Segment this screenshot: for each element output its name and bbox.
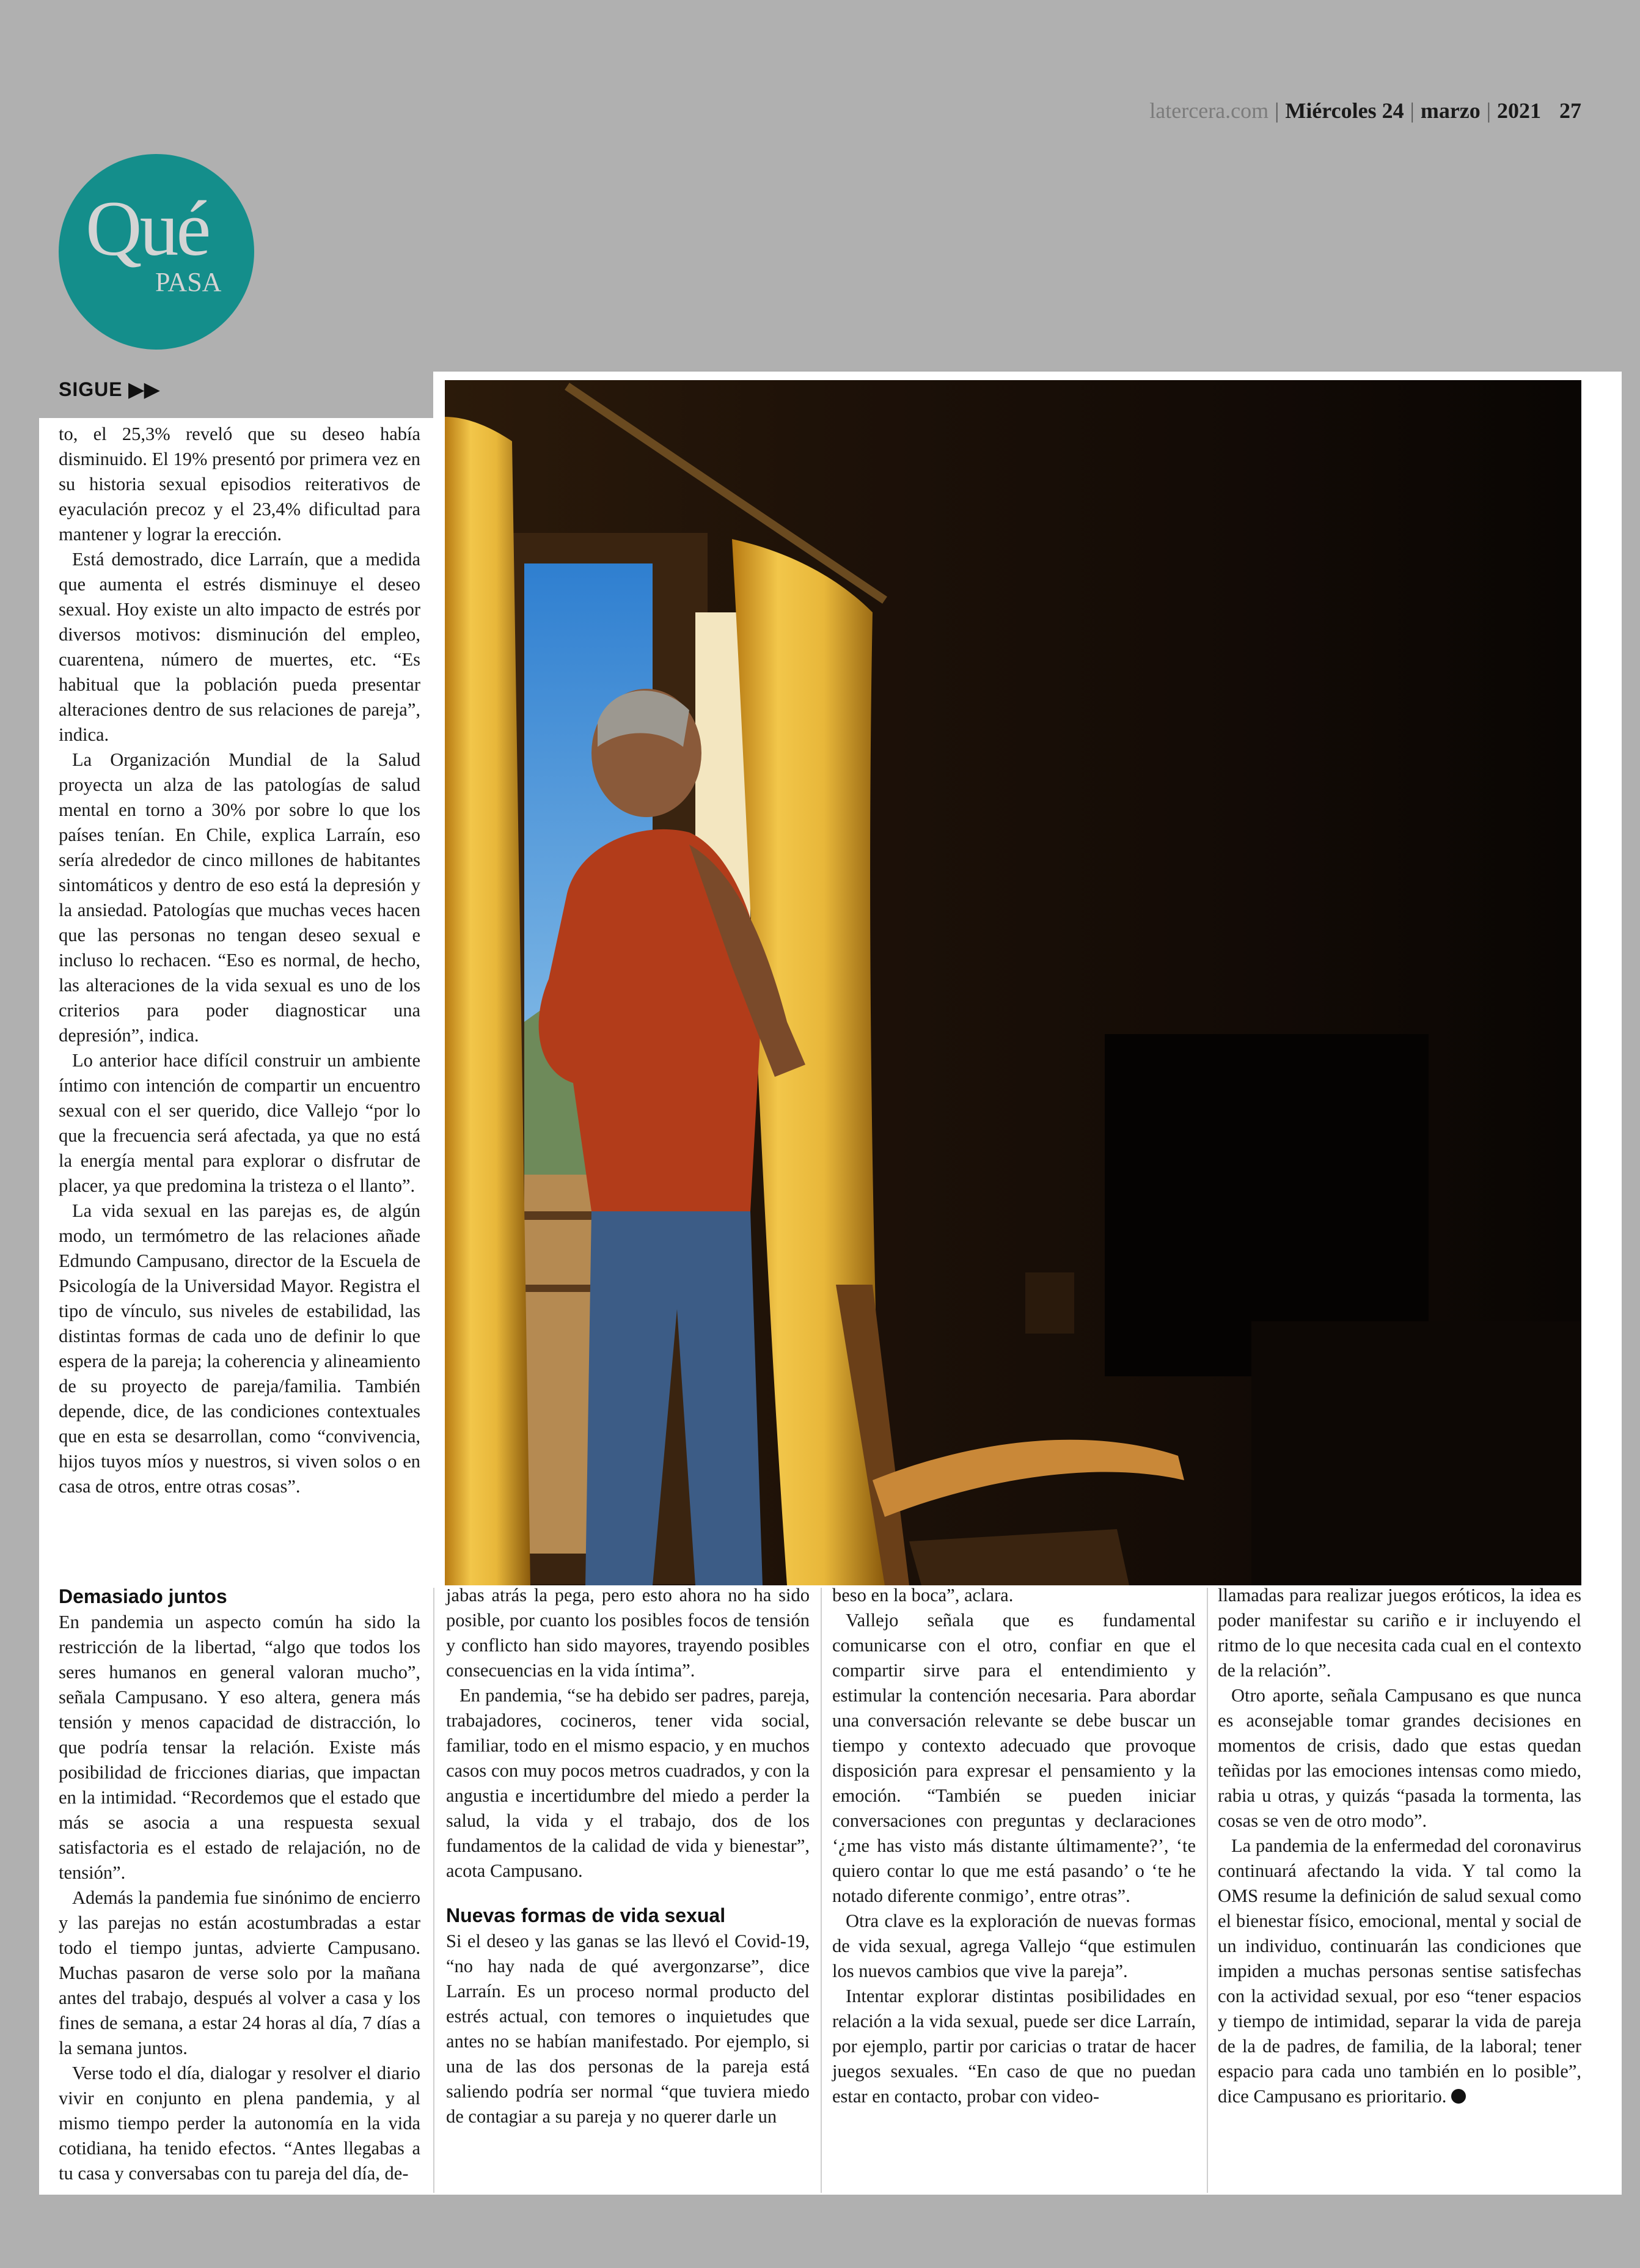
- paragraph: Lo anterior hace difícil construir un ambiente íntimo con intención de compartir un encuentro sexual con el ser querido, dice Vallejo “por lo que la frecuencia será afectada, ya que no está la energía mental para explorar o disfrutar de placer, ya que predomina la tristeza o el llanto”.: [59, 1050, 420, 1196]
- page-header: latercera.com | Miércoles 24 | marzo | 2021 27: [1149, 98, 1581, 123]
- paragraph: to, el 25,3% reveló que su deseo había disminuido. El 19% presentó por primera vez en su historia sexual episodios reiterativos de eyaculación precoz y el 23,4% dificultad para mantener y lograr la erección.: [59, 424, 420, 545]
- paragraph-text: La pandemia de la enfermedad del coronavirus continuará afectando la vida. Y tal como la OMS resume la definición de salud sexual como el bienestar físico, emocional, mental y social de un individuo, continuarán las condiciones que impiden a muchas personas sentise satisfechas con la actividad sexual, por eso “tener espacios y tiempo de intimidad, separar la vida de pareja de la de padres, de familia, de la laboral; tener espacio para cada uno también en lo posible”, dice Campusano es prioritario.: [1218, 1835, 1581, 2107]
- paragraph: Además la pandemia fue sinónimo de encierro y las parejas no están acostumbradas a estar todo el tiempo juntas, advierte Campusano. Muchas pasaron de verse solo por la mañana antes del trabajo, después al volver a casa y los fines de semana, a estar 24 horas al día, 7 días a la semana juntos.: [59, 1887, 420, 2058]
- paragraph: Verse todo el día, dialogar y resolver el diario vivir en conjunto en plena pandemia, y al mismo tiempo perder la autonomía en la vida cotidiana, ha tenido efectos. “Antes llegabas a tu casa y conversabas con tu pareja del día, de-: [59, 2063, 420, 2184]
- column-4: [1218, 1583, 1581, 2109]
- date-month: marzo: [1420, 98, 1481, 123]
- paragraph: Vallejo señala que es fundamental comunicarse con el otro, confiar en que el compartir sirve para el entendimiento y estimular la contención necesaria. Para abordar una conversación relevante se debe buscar un tiempo y contexto adecuado que provoque disposición para expresar el pensamiento y la emoción. “También se pueden iniciar conversaciones con preguntas y declaraciones ‘¿me has visto más distante últimamente?’, ‘te quiero contar lo que me está pasando’ o ‘te he notado diferente conmigo’, entre otras”.: [832, 1610, 1196, 1906]
- column-divider: [1207, 1588, 1208, 2193]
- paragraph: beso en la boca”, aclara.: [832, 1585, 1014, 1606]
- paragraph: La Organización Mundial de la Salud proyecta un alza de las patologías de salud mental en torno a 30% por sobre lo que los países tenían. En Chile, explica Larraín, eso sería alrededor de cinco millones de habitantes sintomáticos y dentro de eso está la depresión y la ansiedad. Patologías que muchas veces hacen que las personas no tengan deseo sexual e incluso lo rechacen. “Eso es normal, de hecho, las alteraciones de la vida sexual es uno de los criterios para poder diagnosticar una depresión”, indica.: [59, 749, 420, 1046]
- column-2: [446, 1583, 810, 2129]
- paragraph: En pandemia, “se ha debido ser padres, pareja, trabajadores, cocineros, tener vida social, familiar, todo en el mismo espacio, y en muchos casos con muy pocos metros cuadrados, y con la angustia e incertidumbre del miedo a perder la salud, la vida y el trabajo, dos de los fundamentos de la calidad de vida y bienestar”, acota Campusano.: [446, 1685, 810, 1881]
- column-1: [59, 1583, 420, 2186]
- page-number: 27: [1559, 98, 1581, 123]
- paragraph: [1218, 1833, 1581, 2109]
- paragraph: La vida sexual en las parejas es, de algún modo, un termómetro de las relaciones añade Edmundo Campusano, director de la Escuela de Psicología de la Universidad Mayor. Registra el tipo de vínculo, sus niveles de estabilidad, las distintas formas de cada uno de definir lo que espera de la pareja; la coherencia y alineamiento de su proyecto de pareja/familia. También depende, dice, de las condiciones contextuales que en esta se desarrollan, como “convivencia, hijos tuyos míos y nuestros, si viven solos o en casa de otros, entre otras cosas”.: [59, 1200, 420, 1497]
- paragraph: Otro aporte, señala Campusano es que nunca es aconsejable tomar grandes decisiones en momentos de crisis, dado que estas quedan teñidas por las emociones intensas como miedo, rabia u otras, y quizás “pasada la tormenta, las cosas se ven de otro modo”.: [1218, 1685, 1581, 1831]
- left-column-text: [59, 422, 420, 1499]
- paragraph: llamadas para realizar juegos eróticos, la idea es poder manifestar su cariño e ir incluyendo el ritmo de lo que necesita cada cual en el contexto de la relación”.: [1218, 1585, 1581, 1681]
- logo-pasa: PASA: [155, 267, 222, 297]
- subheading-nuevas-formas: Nuevas formas de vida sexual: [446, 1904, 726, 1926]
- paragraph: Está demostrado, dice Larraín, que a medida que aumenta el estrés disminuye el deseo sexual. Hoy existe un alto impacto de estrés por diversos motivos: disminución del empleo, cuarentena, número de muertes, etc. “Es habitual que la población pueda presentar alteraciones dentro de sus relaciones de pareja”, indica.: [59, 549, 420, 745]
- paragraph: Si el deseo y las ganas se las llevó el Covid-19, “no hay nada de qué avergonzarse”, dice Larraín. Es un proceso normal producto del estrés actual, con temores o inquietudes que antes no se habían manifestado. Por ejemplo, si una de las dos personas de la pareja está saliendo podría ser normal “que tuviera miedo de contagiar a su pareja y no querer darle un: [446, 1931, 810, 2127]
- date-year: 2021: [1497, 98, 1541, 123]
- article-photo: [445, 380, 1581, 1585]
- column-3: [832, 1583, 1196, 2109]
- que-pasa-logo: [59, 154, 254, 350]
- date-day: Miércoles 24: [1285, 98, 1404, 123]
- column-divider: [821, 1588, 822, 2193]
- column-divider: [433, 1588, 434, 2193]
- end-mark-icon: [1451, 2089, 1466, 2104]
- paragraph: Intentar explorar distintas posibilidades en relación a la vida sexual, puede ser dice Larraín, por ejemplo, partir por caricias o tratar de hacer juegos sexuales. “En caso de que no puedan estar en contacto, probar con video-: [832, 1986, 1196, 2107]
- paragraph: jabas atrás la pega, pero esto ahora no ha sido posible, por cuanto los posibles focos de tensión y conflicto han sido mayores, trayendo posibles consecuencias en la vida íntima”.: [446, 1585, 810, 1681]
- paragraph: Otra clave es la exploración de nuevas formas de vida sexual, agrega Vallejo “que estimulen los nuevos cambios que vive la pareja”.: [832, 1910, 1196, 1981]
- subheading-demasiado-juntos: Demasiado juntos: [59, 1585, 227, 1607]
- site-name: latercera.com: [1149, 98, 1269, 123]
- continued-label: SIGUE ▶▶: [59, 378, 160, 400]
- paragraph: En pandemia un aspecto común ha sido la restricción de la libertad, “algo que todos los seres humanos en general valoran mucho”, señala Campusano. Y eso altera, genera más tensión y menos capacidad de distracción, lo que podría tensar la relación. Existe más posibilidad de fricciones diarias, que impactan en la intimidad. “Recordemos que el estado que más se asocia a una respuesta sexual satisfactoria es el estado de relajación, no de tensión”.: [59, 1612, 420, 1883]
- logo-que: Qué: [86, 185, 209, 272]
